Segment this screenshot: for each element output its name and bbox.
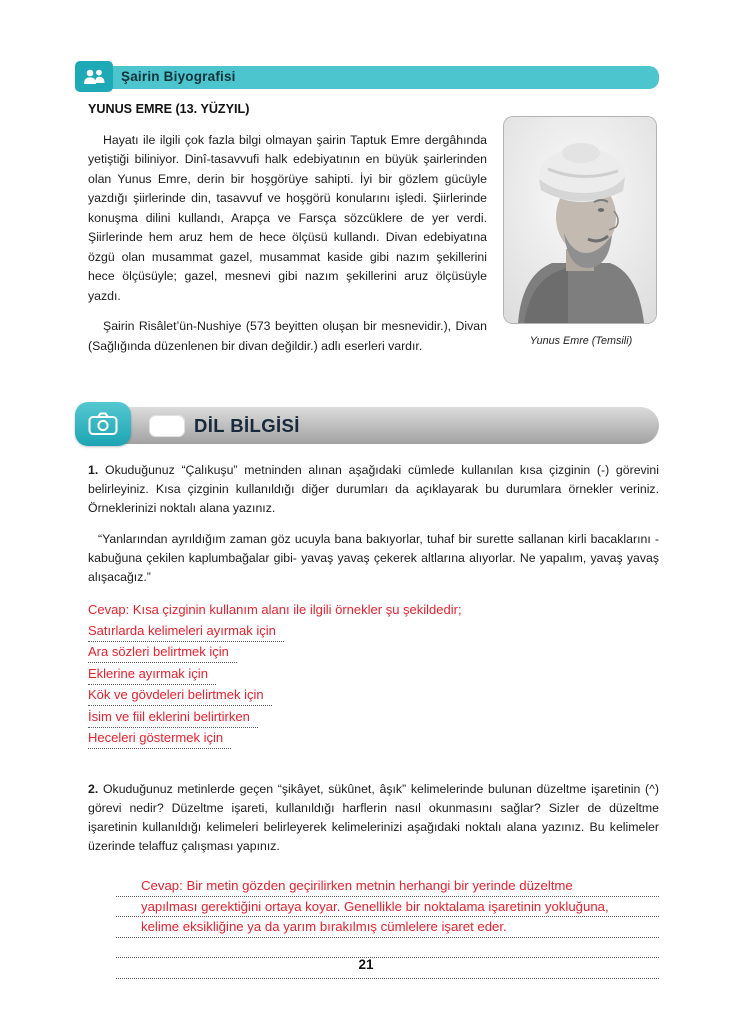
people-icon xyxy=(75,61,113,92)
portrait-caption: Yunus Emre (Temsili) xyxy=(529,335,633,347)
grammar-section-title: DİL BİLGİSİ xyxy=(194,414,300,436)
answer-line: Heceleri göstermek için xyxy=(88,730,231,749)
answer-line: Ara sözleri belirtmek için xyxy=(88,644,237,663)
question-1-answers xyxy=(88,602,659,749)
biography-heading: YUNUS EMRE (13. YÜZYIL) xyxy=(88,102,250,116)
answer-line: Cevap: Bir metin gözden geçirilirken metnin herhangi bir yerinde düzeltme xyxy=(116,876,659,897)
blank-tab-icon xyxy=(149,415,185,437)
answer-line: Cevap: Kısa çizginin kullanım alanı ile ilgili örnekler şu şekildedir; xyxy=(88,602,462,617)
question-1-text: Okuduğunuz “Çalıkuşu” metninden alınan aşağıdaki cümlede kullanılan kısa çizginin (-) görevini belirleyiniz. Kısa çizginin kullanıldığı diğer durumları da açıklayarak bu durumlara örnekler veriniz. Örneklerinizi noktalı alana yazınız. xyxy=(88,463,659,515)
biography-paragraph-2: Şairin Risâlet’ün-Nushiye (573 beyitten oluşan bir mesnevidir.), Divan (Sağlığında düzenlenen bir divan değildir.) adlı eserleri vardır. xyxy=(88,319,487,353)
biography-section xyxy=(88,100,659,367)
yunus-emre-portrait-image xyxy=(503,116,657,324)
answer-line: kelime eksikliğine ya da yarım bırakılmış cümlelere işaret eder. xyxy=(116,917,659,938)
biography-section-title: Şairin Biyografisi xyxy=(121,69,236,84)
question-2-text: Okuduğunuz metinlerde geçen “şikâyet, sükûnet, âşık” kelimelerinde bulunan düzeltme işaretinin (^) görevi nedir? Düzeltme işareti, kullanıldığı harflerin nasıl okunmasını sağlar? Sizler de düzeltme işaretinin kullanıldığı kelimeleri belirleyerek kelimelerinizi aşağıdaki noktalı alana yazınız. Bu kelimeler üzerinde telaffuz çalışması yapınız. xyxy=(88,782,659,853)
answer-line: Satırlarda kelimeleri ayırmak için xyxy=(88,623,284,642)
question-2 xyxy=(88,780,659,856)
question-1-quote: “Yanlarından ayrıldığım zaman göz ucuyla bana bakıyorlar, tuhaf bir surette sallanan kirli bacaklarını -kabuğuna çekilen kaplumbağalar gibi- yavaş yavaş çekerek altlarına alıyorlar. Ne yapalım, yavaş yavaş alışacağız.” xyxy=(88,532,659,584)
biography-section-banner xyxy=(75,66,659,89)
question-1 xyxy=(88,461,659,518)
camera-icon xyxy=(75,402,131,446)
answer-line: Eklerine ayırmak için xyxy=(88,666,216,685)
question-1-number: 1. xyxy=(88,463,99,477)
answer-line: Kök ve gövdeleri belirtmek için xyxy=(88,687,272,706)
page-number: 21 xyxy=(358,957,374,972)
grammar-section-banner xyxy=(75,407,659,444)
dotted-line-empty xyxy=(116,938,659,959)
answer-line: İsim ve fiil eklerini belirtirken xyxy=(88,709,258,728)
answer-line: yapılması gerektiğini ortaya koyar. Genellikle bir noktalama işaretinin yokluğuna, xyxy=(116,897,659,918)
question-2-number: 2. xyxy=(88,782,99,796)
biography-paragraph-1: Hayatı ile ilgili çok fazla bilgi olmayan şairin Taptuk Emre dergâhında yetiştiği biliniyor. Dinî-tasavvufi halk edebiyatının en büyük şairlerinden olan Yunus Emre, derin bir hoşgörüye sahipti. İyi bir gözlem gücüyle yazdığı şiirlerinde din, tasavvuf ve hoşgörü konularını işledi. Şiirlerinde konuşma dilini kullandı, Arapça ve Farsça sözcüklere de yer verdi. Şiirlerinde hem aruz hem de hece ölçüsü kullandı. Divan edebiyatına özgü olan musammat gazel, musammat kaside gibi nazım şekillerini hece ölçüsüyle; gazel, mesnevi gibi nazım şekillerini aruz ölçüsüyle yazdı. xyxy=(88,132,487,303)
portrait-block xyxy=(503,116,659,352)
grammar-content xyxy=(88,461,659,979)
